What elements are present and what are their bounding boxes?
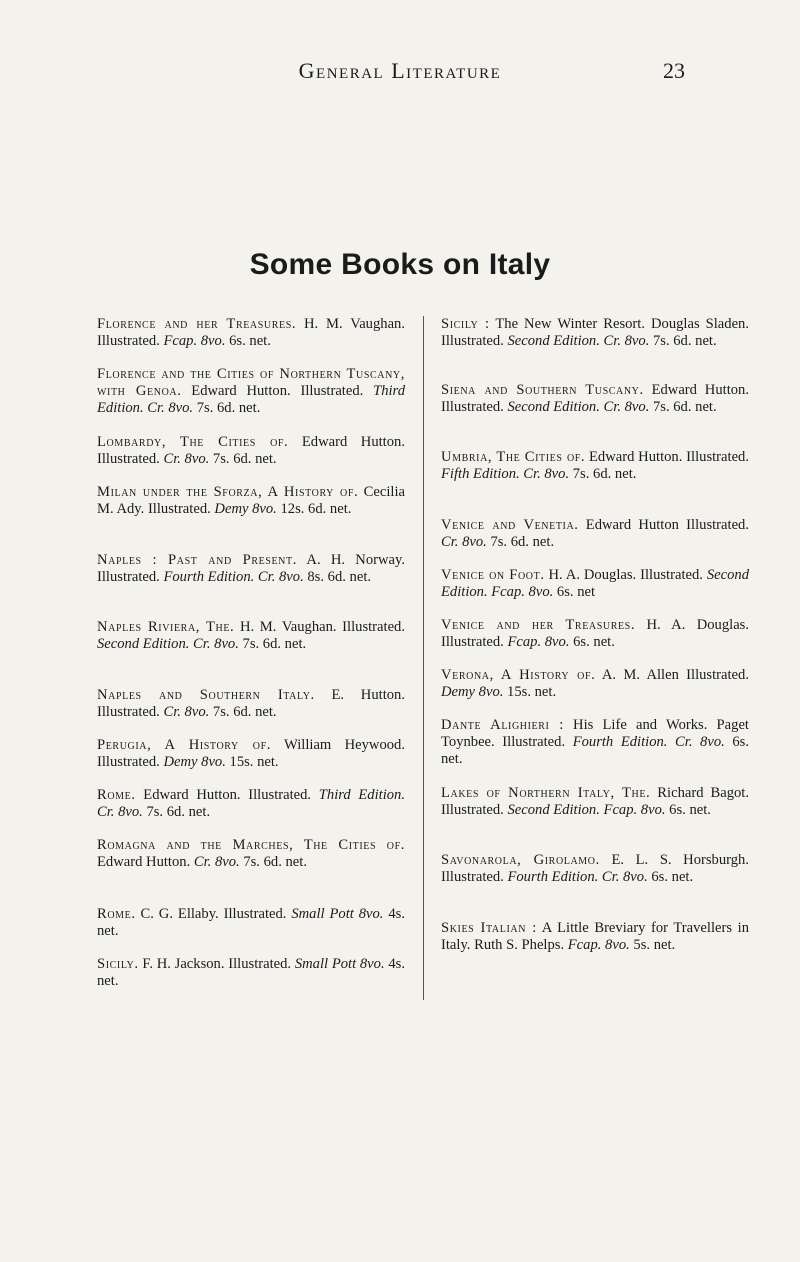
book-edition: Fcap. 8vo.: [163, 333, 226, 349]
book-entry: [97, 687, 405, 721]
book-title: Verona, A History of.: [441, 667, 596, 683]
book-entry: [441, 517, 749, 551]
book-details: Edward Hutton. Illustrated.: [441, 382, 749, 415]
book-entry: [441, 667, 749, 701]
book-title: Lakes of Northern Italy, The.: [441, 785, 651, 801]
column-divider: [423, 316, 424, 1000]
book-edition: Cr. 8vo.: [193, 854, 240, 870]
book-details: F. H. Jackson. Illustrated.: [138, 956, 295, 972]
book-title: Lombardy, The Cities of.: [97, 434, 289, 450]
book-edition: Third Edition. Cr. 8vo.: [97, 787, 405, 820]
book-price: 7s. 6d. net.: [193, 400, 261, 416]
book-details: A. M. Allen Illustrated.: [595, 667, 749, 683]
book-price: 7s. 6d. net.: [569, 466, 637, 482]
book-entry: [97, 956, 405, 990]
book-entry: [97, 737, 405, 771]
book-title: Perugia, A History of.: [97, 737, 271, 753]
book-title: Romagna and the Marches, The Cities of.: [97, 837, 405, 853]
book-price: 15s. net.: [225, 754, 279, 770]
book-details: Edward Hutton Illustrated.: [578, 517, 749, 533]
book-price: 6s. net.: [441, 734, 749, 767]
book-details: Edward Hutton. Illustrated.: [135, 787, 319, 803]
book-details: A. H. Norway. Illustrated.: [97, 552, 405, 585]
book-details: H. M. Vaughan. Illustrated.: [234, 619, 406, 635]
book-price: 15s. net.: [503, 684, 557, 700]
book-edition: Fifth Edition. Cr. 8vo.: [441, 466, 570, 482]
book-details: Edward Hutton.: [97, 854, 194, 870]
book-edition: Demy 8vo.: [441, 684, 504, 700]
book-title: Naples Riviera, The.: [97, 619, 235, 635]
book-title: Venice and Venetia.: [441, 517, 579, 533]
book-title: Naples and Southern Italy.: [97, 687, 315, 703]
book-edition: Second Edition. Fcap. 8vo.: [507, 802, 666, 818]
running-title: General Literature: [298, 58, 502, 83]
section-title: Some Books on Italy: [249, 248, 551, 281]
book-details: H. M. Vaughan. Illustrated.: [97, 316, 405, 349]
book-price: 7s. 6d. net.: [209, 704, 277, 720]
book-entry: [441, 717, 749, 768]
book-edition: Fourth Edition. Cr. 8vo.: [163, 569, 304, 585]
book-details: C. G. Ellaby. Illustrated.: [135, 906, 292, 922]
book-edition: Demy 8vo.: [163, 754, 226, 770]
book-price: 6s. net.: [647, 869, 694, 885]
book-entry: [97, 787, 405, 821]
book-price: 6s. net.: [225, 333, 271, 349]
book-entry: [97, 906, 405, 940]
book-details: A Little Breviary for Travellers in Italy. Ruth S. Phelps.: [441, 920, 749, 953]
book-edition: Cr. 8vo.: [163, 704, 210, 720]
book-price: 7s. 6d. net.: [238, 636, 307, 652]
book-entry: [97, 434, 405, 468]
book-edition: Fourth Edition. Cr. 8vo.: [507, 869, 648, 885]
book-price: 6s. net.: [665, 802, 711, 818]
book-entry: [441, 617, 749, 651]
book-title: Skies Italian :: [441, 920, 537, 936]
book-price: 4s. net.: [97, 906, 405, 939]
book-entry: [441, 449, 749, 483]
book-title: Umbria, The Cities of.: [441, 449, 586, 465]
book-details: E. L. S. Horsburgh. Illustrated.: [441, 852, 749, 885]
book-entry: [97, 837, 405, 871]
book-title: Siena and Southern Tuscany.: [441, 382, 644, 398]
book-details: William Heywood. Illustrated.: [97, 737, 405, 770]
book-price: 6s. net: [553, 584, 596, 600]
book-title: Sicily :: [441, 316, 490, 332]
book-details: Edward Hutton. Illustrated.: [97, 434, 405, 467]
book-entry: [97, 552, 405, 586]
book-price: 7s. 6d. net.: [209, 451, 277, 467]
book-entry: [97, 484, 405, 518]
book-edition: Third Edition. Cr. 8vo.: [97, 383, 405, 416]
book-edition: Fcap. 8vo.: [507, 634, 570, 650]
page-number: 23: [663, 58, 685, 83]
book-title: Milan under the Sforza, A History of.: [97, 484, 359, 500]
book-details: E. Hutton. Illustrated.: [97, 687, 405, 720]
book-edition: Cr. 8vo.: [163, 451, 210, 467]
book-edition: Fourth Edition. Cr. 8vo.: [572, 734, 725, 750]
book-details: Cecilia M. Ady. Illustrated.: [97, 484, 405, 517]
book-entry: [97, 316, 405, 350]
book-price: 4s. net.: [97, 956, 405, 989]
book-title: Venice and her Treasures.: [441, 617, 636, 633]
book-price: 7s. 6d. net.: [142, 804, 211, 820]
book-edition: Second Edition. Cr. 8vo.: [507, 399, 650, 415]
book-entry: [441, 316, 749, 350]
book-edition: Second Edition. Cr. 8vo.: [97, 636, 239, 652]
book-edition: Second Edition. Cr. 8vo.: [507, 333, 650, 349]
book-title: Venice on Foot.: [441, 567, 545, 583]
book-entry: [441, 920, 749, 954]
book-title: Rome.: [97, 906, 136, 922]
book-entry: [441, 567, 749, 601]
book-price: 7s. 6d. net.: [649, 333, 717, 349]
book-entry: [441, 852, 749, 886]
book-details: Edward Hutton. Illustrated.: [585, 449, 749, 465]
book-edition: Demy 8vo.: [214, 501, 277, 517]
book-title: Florence and the Cities of Northern Tuscany, with Genoa.: [97, 366, 405, 399]
book-entry: [97, 619, 405, 653]
book-edition: Small Pott 8vo.: [294, 956, 385, 972]
book-edition: Small Pott 8vo.: [291, 906, 384, 922]
book-edition: Cr. 8vo.: [441, 534, 487, 550]
book-edition: Fcap. 8vo.: [567, 937, 630, 953]
book-title: Naples : Past and Present.: [97, 552, 297, 568]
book-edition: Second Edition. Fcap. 8vo.: [441, 567, 749, 600]
book-price: 8s. 6d. net.: [303, 569, 372, 585]
book-title: Dante Alighieri :: [441, 717, 564, 733]
book-price: 7s. 6d. net.: [239, 854, 307, 870]
running-head: [0, 58, 800, 88]
book-price: 12s. 6d. net.: [276, 501, 352, 517]
book-title: Savonarola, Girolamo.: [441, 852, 600, 868]
book-details: H. A. Douglas. Illustrated.: [544, 567, 707, 583]
book-entry: [441, 785, 749, 819]
book-details: H. A. Douglas. Illustrated.: [441, 617, 749, 650]
book-entry: [441, 382, 749, 416]
book-entry: [97, 366, 405, 417]
book-details: Richard Bagot. Illustrated.: [441, 785, 749, 818]
book-price: 6s. net.: [569, 634, 615, 650]
book-title: Florence and her Treasures.: [97, 316, 297, 332]
book-details: His Life and Works. Paget Toynbee. Illustrated.: [441, 717, 749, 750]
book-title: Sicily.: [97, 956, 139, 972]
book-price: 5s. net.: [629, 937, 676, 953]
book-price: 7s. 6d. net.: [486, 534, 555, 550]
book-details: Edward Hutton. Illustrated.: [181, 383, 374, 399]
book-title: Rome.: [97, 787, 136, 803]
book-price: 7s. 6d. net.: [649, 399, 717, 415]
book-details: The New Winter Resort. Douglas Sladen. Illustrated.: [441, 316, 749, 349]
